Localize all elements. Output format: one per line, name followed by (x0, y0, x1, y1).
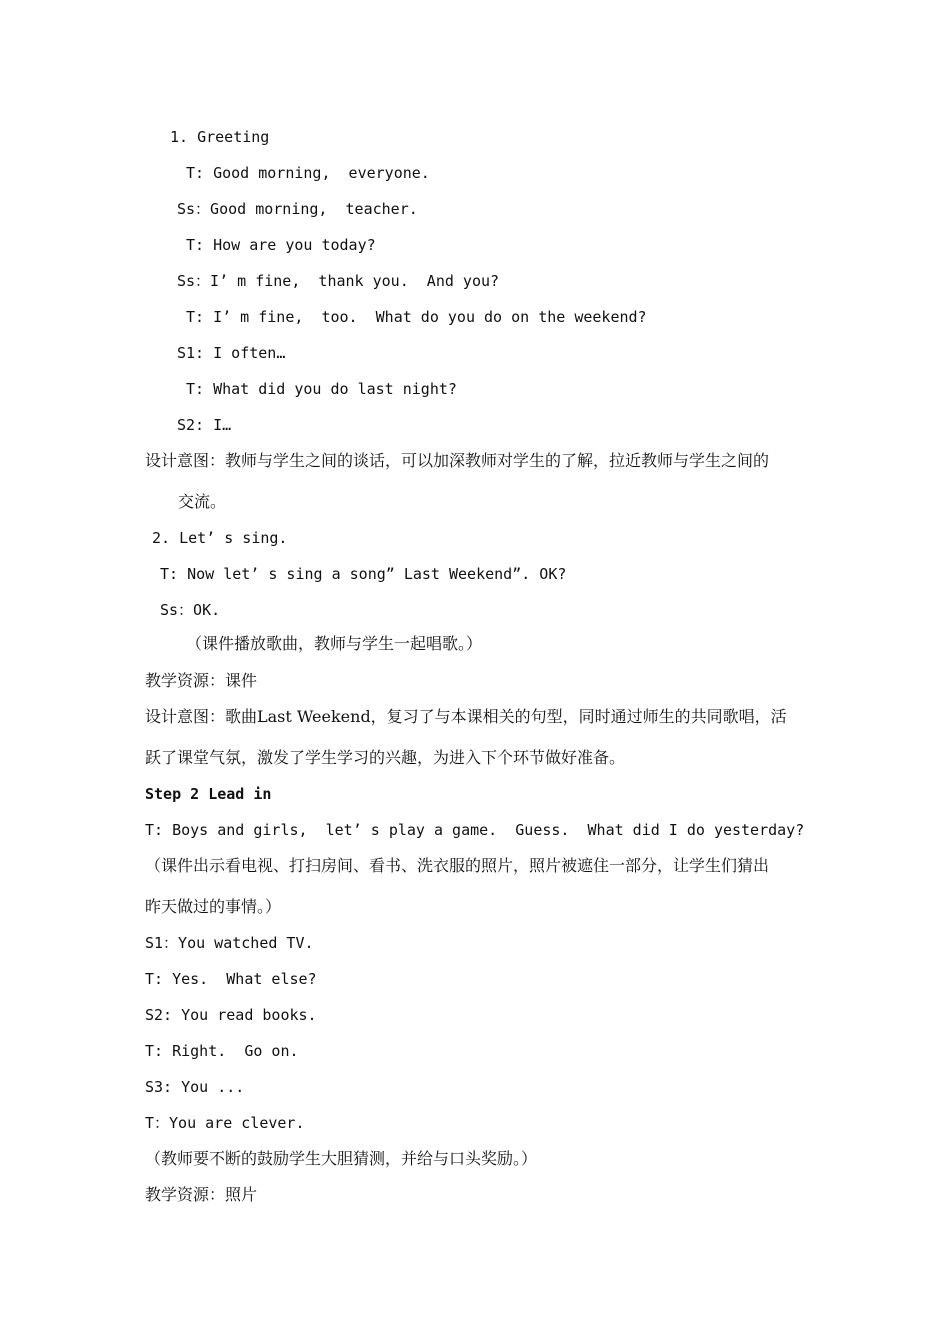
dialogue-line: S2: I… (177, 416, 232, 434)
teaching-resource: 教学资源：课件 (145, 671, 258, 690)
stage-direction: （课件出示看电视、打扫房间、看书、洗衣服的照片，照片被遮住一部分，让学生们猜出 (145, 856, 770, 875)
dialogue-line: S3: You ... (145, 1078, 245, 1096)
dialogue-line: Ss：I’ m fine, thank you. And you? (177, 272, 500, 290)
teaching-resource: 教学资源：照片 (145, 1185, 258, 1204)
dialogue-line: T：You are clever. (145, 1114, 305, 1132)
stage-direction: （教师要不断的鼓励学生大胆猜测，并给与口头奖励。） (145, 1149, 538, 1168)
stage-direction: （课件播放歌曲，教师与学生一起唱歌。） (186, 634, 483, 653)
dialogue-line: S1: I often… (177, 344, 286, 362)
dialogue-line: T: Good morning, everyone. (186, 164, 430, 182)
greeting-heading: 1. Greeting (170, 128, 270, 146)
design-intent-continuation: 交流。 (178, 492, 227, 511)
dialogue-line: Ss：Good morning, teacher. (177, 200, 418, 218)
dialogue-line: S1：You watched TV. (145, 934, 314, 952)
dialogue-line: Ss：OK. (160, 601, 221, 619)
dialogue-line: T: Yes. What else? (145, 970, 317, 988)
dialogue-line: T: Boys and girls, let’ s play a game. Guess. What did I do yesterday? (145, 821, 805, 839)
dialogue-line: T: I’ m fine, too. What do you do on the weekend? (186, 308, 647, 326)
design-intent-continuation: 跃了课堂气氛，激发了学生学习的兴趣，为进入下个环节做好准备。 (145, 748, 626, 767)
dialogue-line: S2: You read books. (145, 1006, 317, 1024)
sing-heading: 2. Let’ s sing. (152, 529, 288, 547)
design-intent-paragraph: 设计意图：歌曲Last Weekend，复习了与本课相关的句型，同时通过师生的共同歌唱，活 (145, 707, 787, 726)
dialogue-line: T: How are you today? (186, 236, 376, 254)
stage-direction-continuation: 昨天做过的事情。） (145, 897, 282, 916)
design-intent-paragraph: 设计意图：教师与学生之间的谈话，可以加深教师对学生的了解，拉近教师与学生之间的 (145, 451, 770, 470)
dialogue-line: T: Now let’ s sing a song” Last Weekend”. OK? (160, 565, 567, 583)
dialogue-line: T: What did you do last night? (186, 380, 457, 398)
dialogue-line: T: Right. Go on. (145, 1042, 299, 1060)
step-heading: Step 2 Lead in (145, 785, 272, 803)
